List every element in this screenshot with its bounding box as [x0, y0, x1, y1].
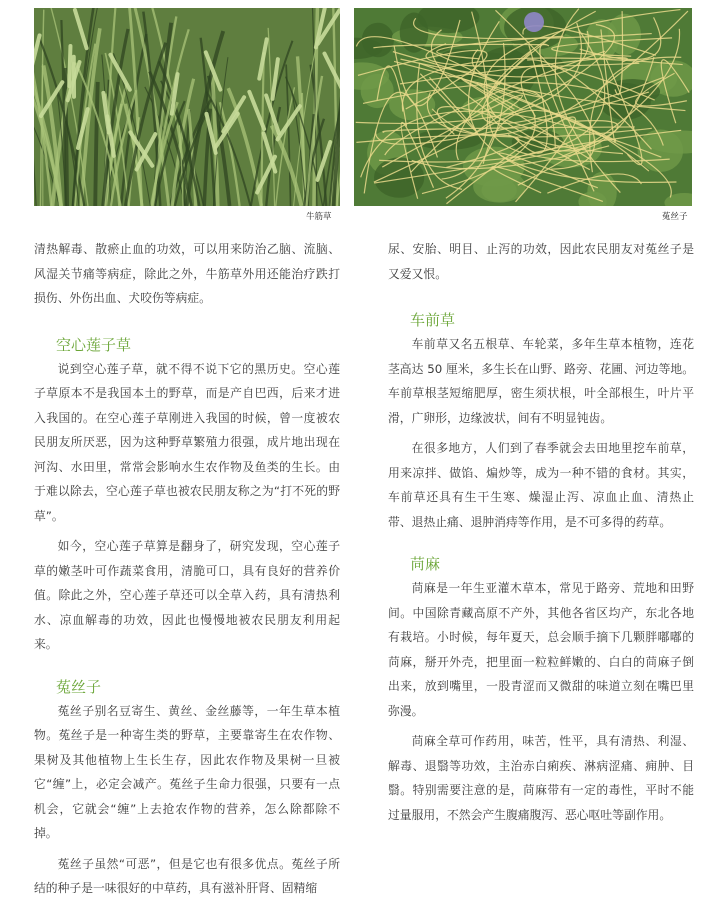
body-paragraph: 车前草又名五根草、车轮菜，多年生草本植物，连花茎高达 50 厘米，多生长在山野、路旁、花圃、河边等地。车前草根茎短缩肥厚，密生须状根，叶全部根生，叶片平滑，广卵形，边缘波状，间有不明显钝齿。 [388, 332, 694, 430]
section-title-dodder: 菟丝子 [34, 675, 340, 699]
dodder-image [354, 8, 692, 206]
goosegrass-caption: 牛筋草 [306, 210, 332, 222]
right-column [388, 237, 694, 833]
left-continued-paragraph: 清热解毒、散瘀止血的功效，可以用来防治乙脑、流脑、风湿关节痛等病症，除此之外，牛筋草外用还能治疗跌打损伤、外伤出血、犬咬伤等病症。 [34, 237, 340, 311]
dodder-caption: 菟丝子 [662, 210, 688, 222]
goosegrass-image [34, 8, 340, 206]
section-title-alligator-weed: 空心莲子草 [34, 333, 340, 357]
body-paragraph: 如今，空心莲子草算是翻身了，研究发现，空心莲子草的嫩茎叶可作蔬菜食用，清脆可口，具有良好的营养价值。除此之外，空心莲子草还可以全草入药，具有清热利水、凉血解毒的功效，因此也慢慢地被农民朋友利用起来。 [34, 534, 340, 657]
section-title-plantain: 车前草 [388, 308, 694, 332]
body-paragraph: 菟丝子别名豆寄生、黄丝、金丝藤等，一年生草本植物。菟丝子是一种寄生类的野草，主要靠寄生在农作物、果树及其他植物上生长生存，因此农作物及果树一旦被它“缠”上，必定会减产。菟丝子生命力很强，只要有一点机会，它就会“缠”上去抢农作物的营养，怎么除都除不掉。 [34, 699, 340, 846]
body-paragraph: 说到空心莲子草，就不得不说下它的黑历史。空心莲子草原本不是我国本土的野草，而是产自巴西，后来才进入我国的。在空心莲子草刚进入我国的时候，曾一度被农民朋友所厌恶，因为这种野草繁殖力很强，成片地出现在河沟、水田里，常常会影响水生农作物及鱼类的生长。由于难以除去，空心莲子草也被农民朋友称之为“打不死的野草”。 [34, 357, 340, 529]
body-paragraph: 苘麻全草可作药用，味苦，性平，具有清热、利湿、解毒、退翳等功效，主治赤白痢疾、淋病涩痛、痈肿、目翳。特别需要注意的是，苘麻带有一定的毒性，平时不能过量服用，不然会产生腹痛腹泻、恶心呕吐等副作用。 [388, 729, 694, 827]
right-continued-paragraph: 尿、安胎、明目、止泻的功效，因此农民朋友对菟丝子是又爱又恨。 [388, 237, 694, 286]
body-paragraph: 在很多地方，人们到了春季就会去田地里挖车前草，用来凉拌、做馅、煸炒等，成为一种不错的食材。其实，车前草还具有生干生寒、燥湿止泻、凉血止血、清热止带、退热止痛、退肿消痔等作用，是不可多得的药草。 [388, 436, 694, 534]
section-title-velvetleaf: 苘麻 [388, 552, 694, 576]
left-column [34, 237, 340, 907]
goosegrass-photo [34, 8, 340, 206]
dodder-photo [354, 8, 692, 206]
body-paragraph: 苘麻是一年生亚灌木草本，常见于路旁、荒地和田野间。中国除青藏高原不产外，其他各省区均产，东北各地有栽培。小时候，每年夏天，总会顺手摘下几颗胖嘟嘟的苘麻，掰开外壳，把里面一粒粒鲜嫩的、白白的苘麻子倒出来，放到嘴里，一股青涩而又微甜的味道立刻在嘴巴里弥漫。 [388, 576, 694, 723]
body-paragraph: 菟丝子虽然“可恶”，但是它也有很多优点。菟丝子所结的种子是一味很好的中草药，具有滋补肝肾、固精缩 [34, 852, 340, 901]
